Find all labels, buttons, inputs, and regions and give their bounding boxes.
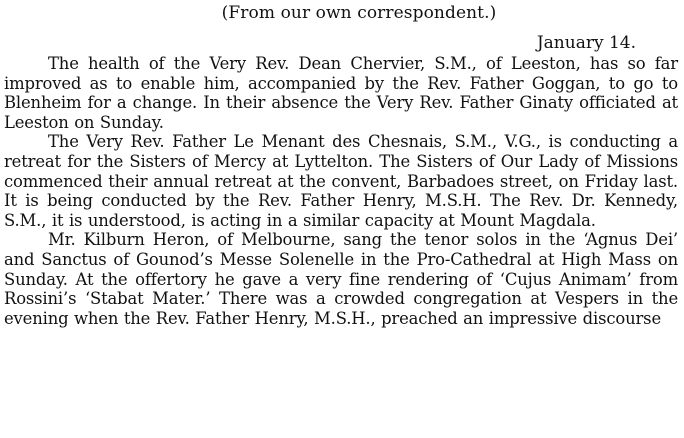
correspondent-heading: (From our own correspondent.) (221, 3, 497, 23)
dateline: January 14. (536, 33, 636, 53)
paragraph-retreats: The Very Rev. Father Le Menant des Chesnais, S.M., V.G., is conducting a retreat for the Sisters of Mercy at Lyttelton. The Sisters of Our Lady of Missions commenced their annual retreat at the convent, Barbadoes street, on Friday last. It is being conducted by the Rev. Father Henry, M.S.H. The Rev. Dr. Kennedy, S.M., it is understood, is acting in a similar capacity at Mount Magdala. (4, 132, 678, 230)
paragraph-dean-chervier: The health of the Very Rev. Dean Chervier, S.M., of Leeston, has so far improved as to enable him, accompanied by the Rev. Father Goggan, to go to Blenheim for a change. In their absence the Very Rev. Father Ginaty officiated at Leeston on Sunday. (4, 54, 678, 132)
paragraph-kilburn-heron: Mr. Kilburn Heron, of Melbourne, sang the tenor solos in the ‘Agnus Dei’ and Sanctus of Gounod’s Messe Solenelle in the Pro-Cathedral at High Mass on Sunday. At the offertory he gave a very fine rendering of ‘Cujus Animam’ from Rossini’s ‘Stabat Mater.’ There was a crowded congregation at Vespers in the evening when the Rev. Father Henry, M.S.H., preached an impressive discourse (4, 230, 678, 328)
